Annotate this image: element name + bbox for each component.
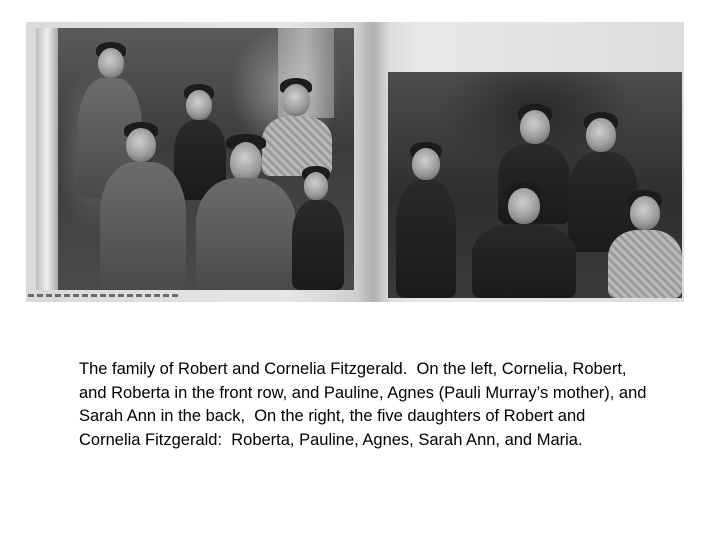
photo-caption: The family of Robert and Cornelia Fitzgerald. On the left, Cornelia, Robert, and Roberta in the front row, and Pauline, Agnes (Pauli Murray’s mother), and Sarah Ann in the back, On the right, the five daughters of Robert and Cornelia Fitzgerald: Roberta, Pauline, Agnes, Sarah Ann, and Maria. [79, 360, 652, 449]
book-gutter [356, 22, 390, 302]
porch-column [36, 28, 58, 290]
scanned-book-spread [26, 22, 684, 302]
family-photograph-left [36, 28, 354, 290]
family-photograph-right [388, 72, 682, 298]
book-caption-text [28, 294, 178, 297]
